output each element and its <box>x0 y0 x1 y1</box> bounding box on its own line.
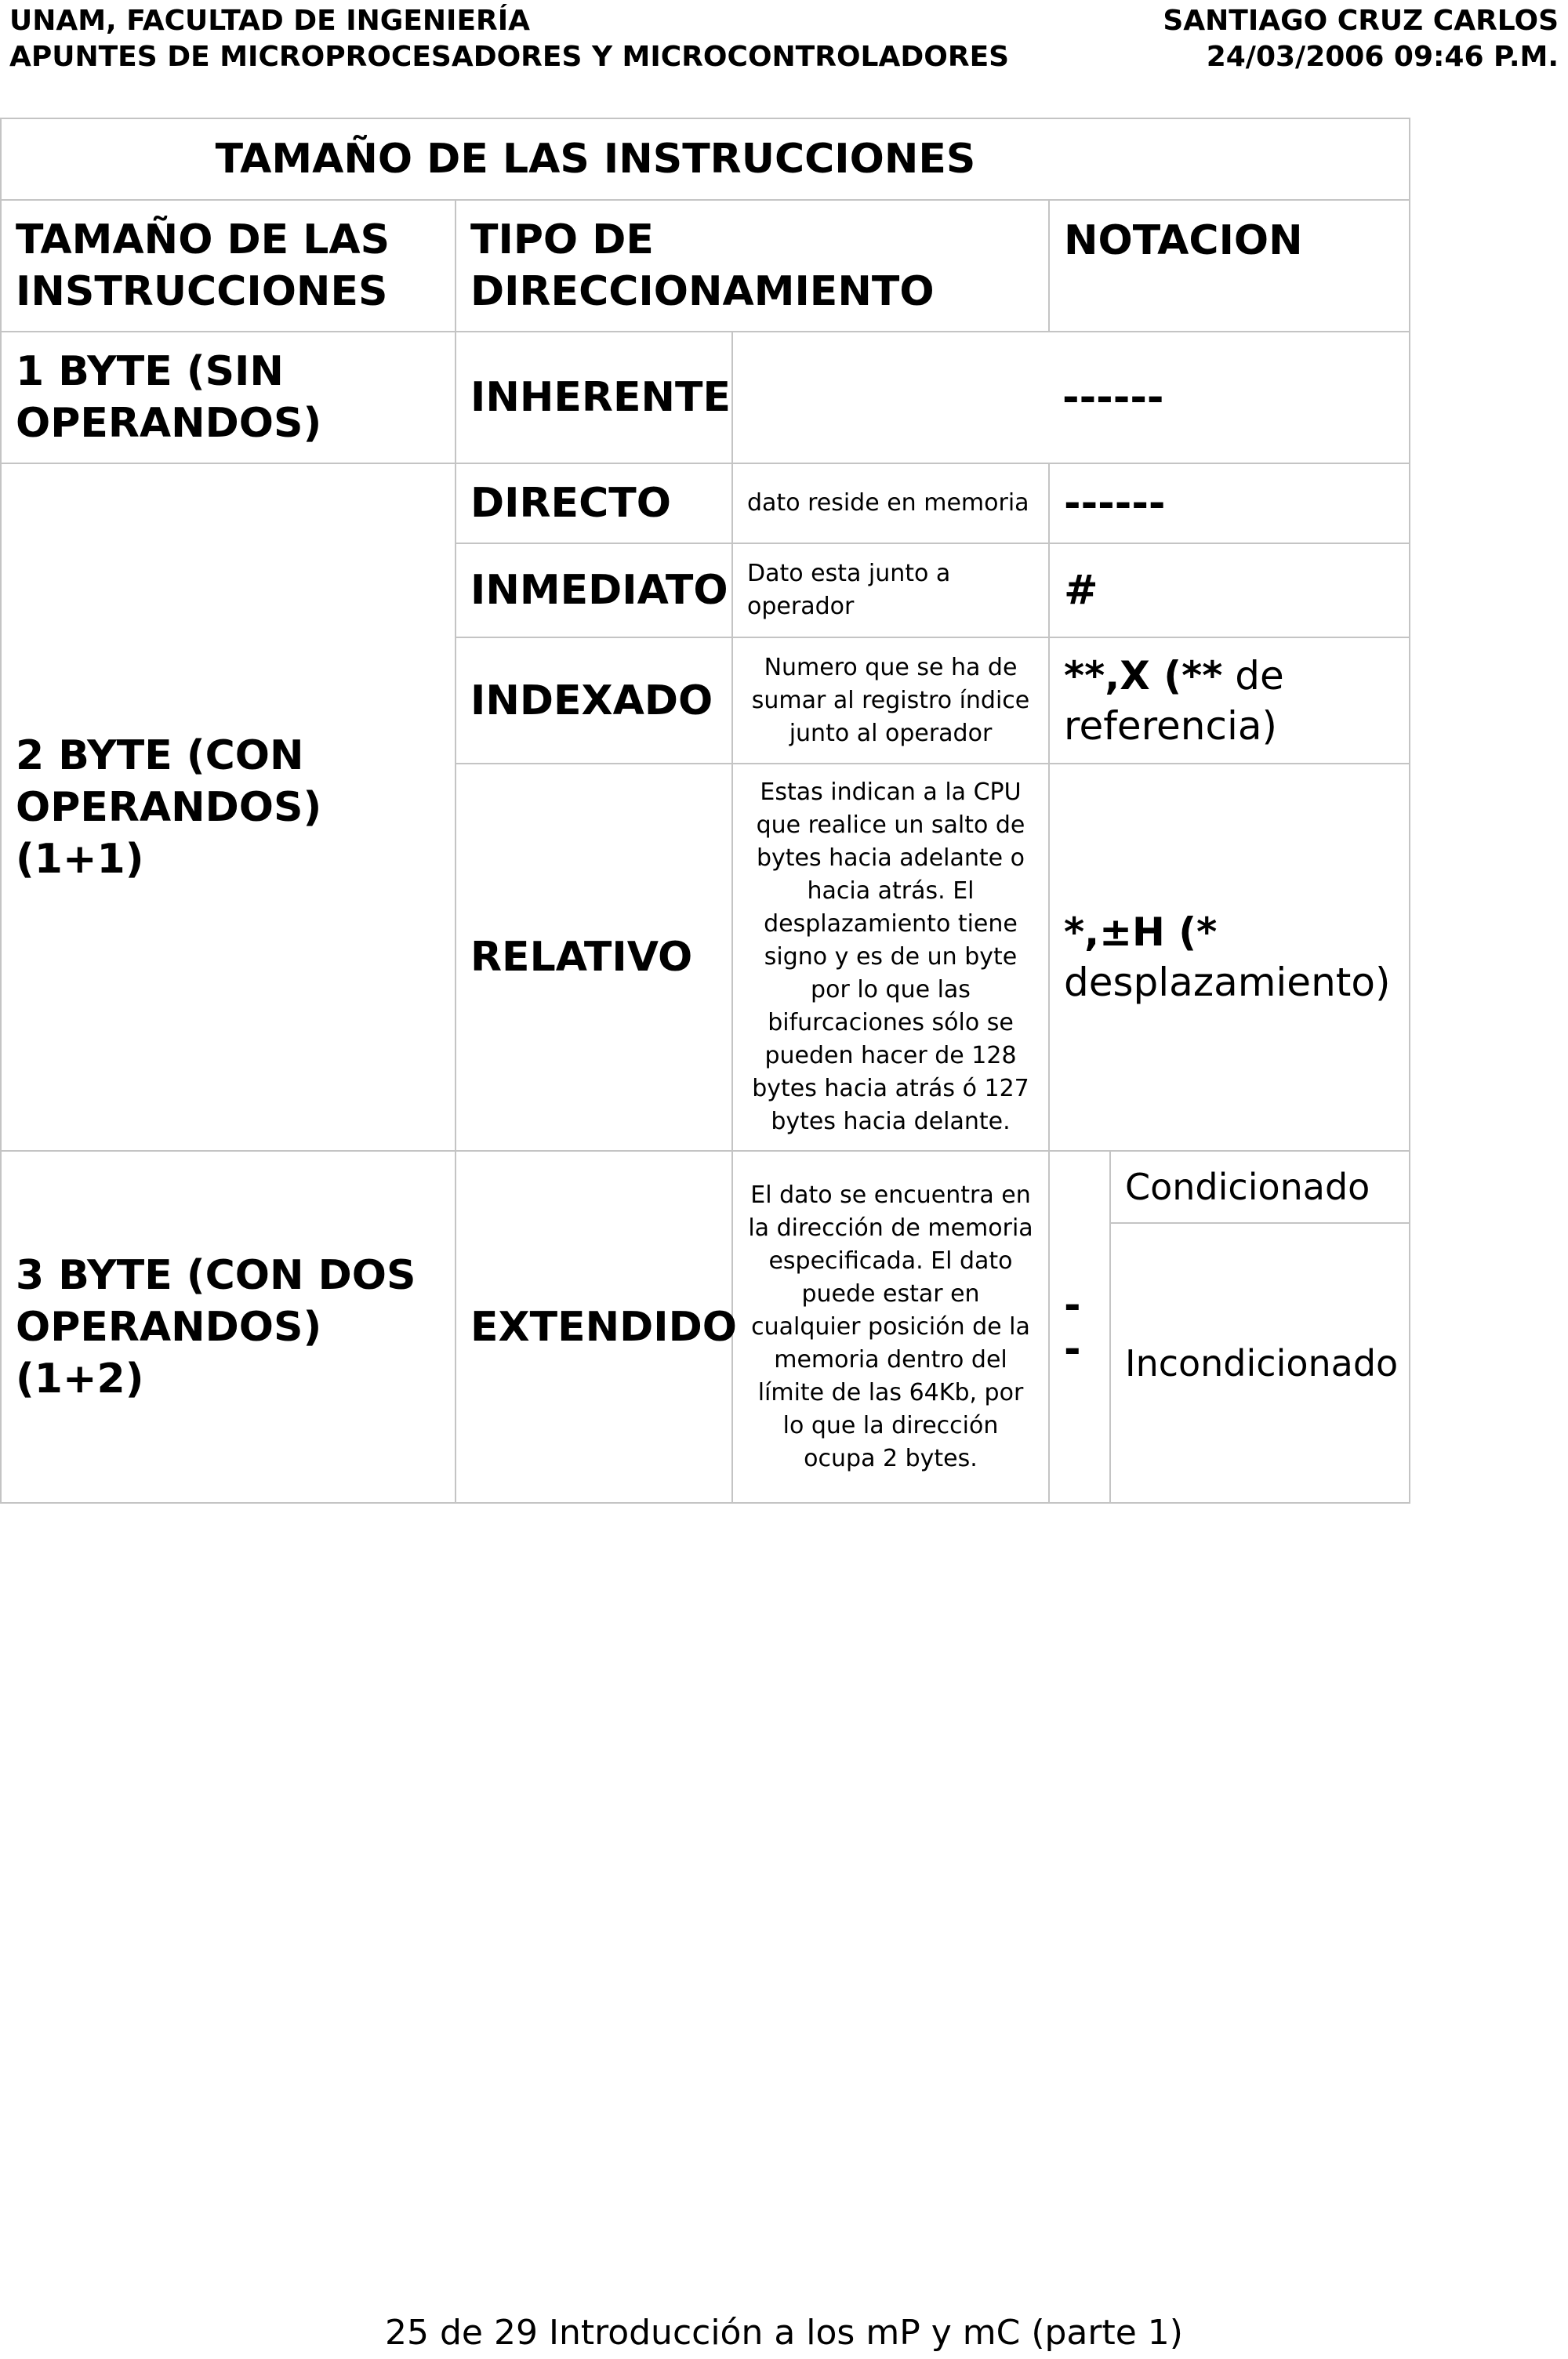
dash-top: - <box>1064 1281 1081 1329</box>
institution-line: UNAM, FACULTAD DE INGENIERÍA <box>9 5 531 37</box>
desc-directo: dato reside en memoria <box>732 463 1049 543</box>
type-extendido: EXTENDIDO <box>456 1151 732 1503</box>
notation-directo: ------ <box>1049 463 1410 543</box>
table-title: TAMAÑO DE LAS INSTRUCCIONES <box>215 136 976 183</box>
type-inmediato: INMEDIATO <box>456 543 732 637</box>
type-directo: DIRECTO <box>456 463 732 543</box>
notation-condicionado: Condicionado <box>1110 1151 1410 1223</box>
notation-relativo-text: desplazamiento) <box>1064 960 1391 1005</box>
header-notation: NOTACION <box>1049 200 1410 332</box>
size-3-byte: 3 BYTE (CON DOS OPERANDOS) (1+2) <box>1 1151 456 1503</box>
notation-indexado <box>1049 637 1410 764</box>
desc-extendido: El dato se encuentra en la dirección de memoria especificada. El dato puede estar en cualquier posición de la memoria dentro del límite de las 64Kb, por lo que la dirección ocupa 2 bytes. <box>732 1151 1049 1503</box>
instruction-size-table <box>0 118 1410 1504</box>
header-left <box>9 3 1009 75</box>
notation-relativo-symbol: *,±H (* <box>1064 909 1218 955</box>
desc-relativo: Estas indican a la CPU que realice un salto de bytes hacia adelante o hacia atrás. El desplazamiento tiene signo y es de un byte por lo que las bifurcaciones sólo se pueden hacer de 128 bytes hacia atrás ó 127 bytes hacia delante. <box>732 764 1049 1151</box>
notation-relativo <box>1049 764 1410 1151</box>
notation-extendido-dashes <box>1049 1151 1110 1503</box>
type-relativo: RELATIVO <box>456 764 732 1151</box>
type-inherente: INHERENTE <box>456 332 732 463</box>
table-title-cell <box>1 118 1410 200</box>
dash-bottom: - <box>1064 1325 1081 1373</box>
date-line: 24/03/2006 09:46 P.M. <box>1206 41 1559 73</box>
header-size: TAMAÑO DE LAS INSTRUCCIONES <box>1 200 456 332</box>
notation-indexado-text: de referencia) <box>1064 652 1284 749</box>
header-type: TIPO DE DIRECCIONAMIENTO <box>456 200 1049 332</box>
notation-indexado-symbol: **,X (** <box>1064 652 1223 699</box>
author-line: SANTIAGO CRUZ CARLOS <box>1163 5 1559 37</box>
notation-incondicionado: Incondicionado <box>1110 1223 1410 1503</box>
size-1-byte: 1 BYTE (SIN OPERANDOS) <box>1 332 456 463</box>
desc-inmediato: Dato esta junto a operador <box>732 543 1049 637</box>
type-indexado: INDEXADO <box>456 637 732 764</box>
desc-indexado: Numero que se ha de sumar al registro índice junto al operador <box>732 637 1049 764</box>
notation-inmediato: # <box>1049 543 1410 637</box>
header-right <box>1163 3 1559 75</box>
notation-inherente: ------ <box>732 332 1410 463</box>
size-2-byte: 2 BYTE (CON OPERANDOS) (1+1) <box>1 463 456 1151</box>
page-footer: 25 de 29 Introducción a los mP y mC (parte 1) <box>385 2313 1183 2353</box>
course-line: APUNTES DE MICROPROCESADORES Y MICROCONTROLADORES <box>9 41 1010 73</box>
